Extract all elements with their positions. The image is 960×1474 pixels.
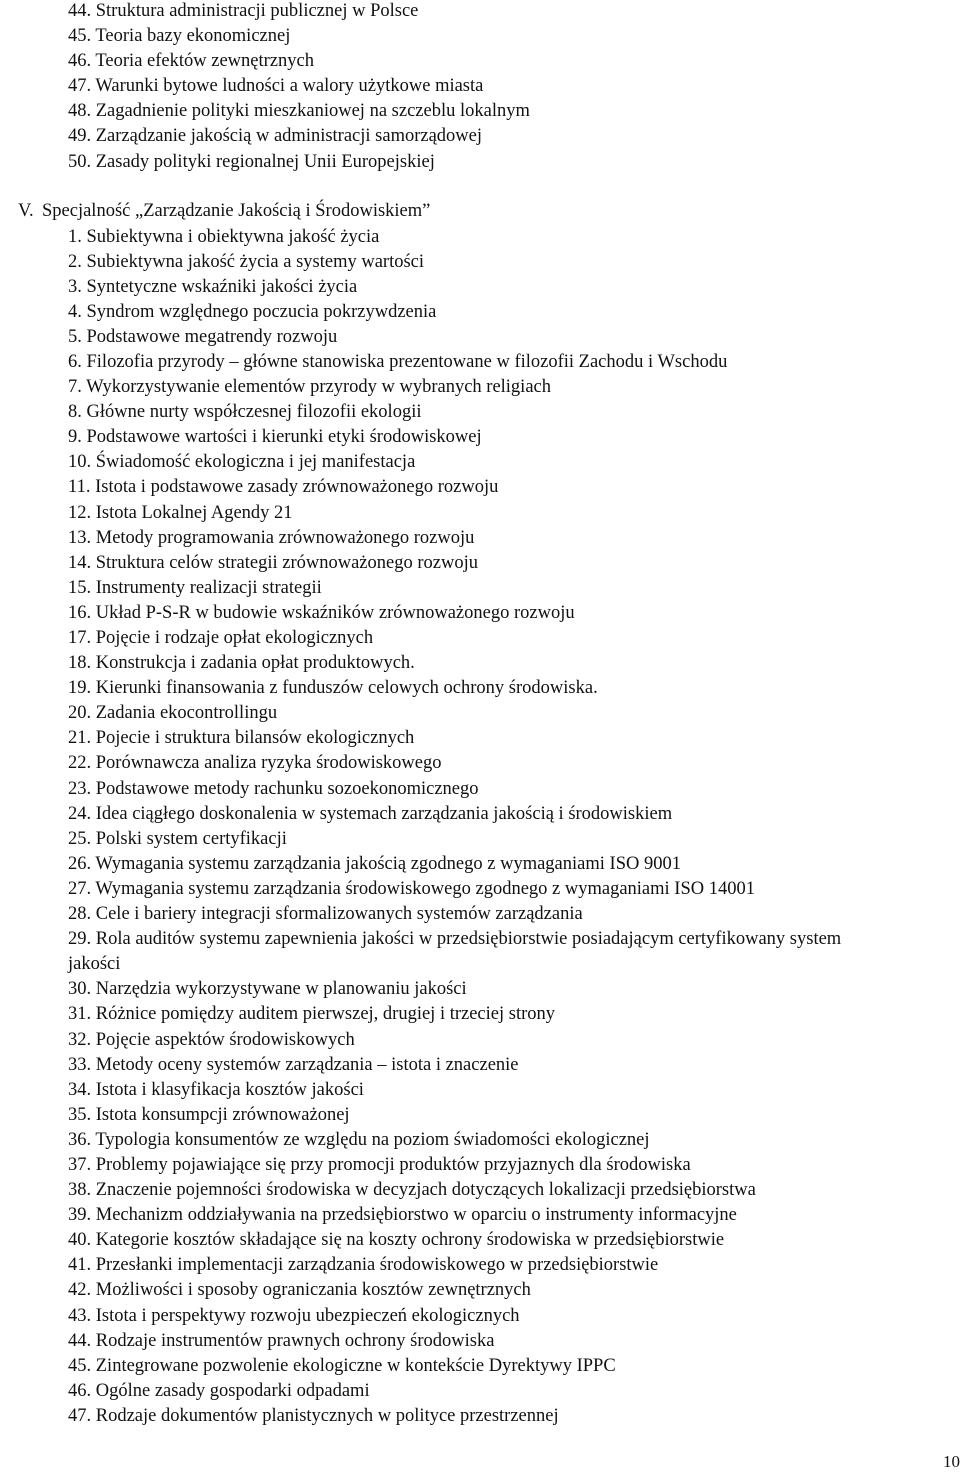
list-item-text: Zintegrowane pozwolenie ekologiczne w kontekście Dyrektywy IPPC bbox=[95, 1355, 616, 1376]
list-item-text: Polski system certyfikacji bbox=[95, 828, 287, 849]
list-item-text: Pojecie i struktura bilansów ekologicznych bbox=[95, 728, 415, 749]
list-item-number: 8. bbox=[68, 402, 82, 423]
list-item-text: Struktura celów strategii zrównoważonego rozwoju bbox=[95, 552, 478, 573]
list-item bbox=[68, 325, 958, 350]
list-item-number: 36. bbox=[68, 1129, 92, 1150]
list-item-text: Istota konsumpcji zrównoważonej bbox=[95, 1104, 350, 1125]
list-item-text: Zasady polityki regionalnej Unii Europejskiej bbox=[95, 151, 435, 172]
list-item-text: Główne nurty współczesnej filozofii ekologii bbox=[86, 402, 422, 423]
list-item bbox=[68, 551, 958, 576]
list-item-text: Cele i bariery integracji sformalizowanych systemów zarządzania bbox=[95, 904, 583, 925]
top-numbered-list bbox=[68, 0, 530, 175]
list-item bbox=[68, 902, 958, 927]
list-item bbox=[68, 651, 958, 676]
list-item-number: 34. bbox=[68, 1079, 92, 1100]
list-item-text: Subiektywna i obiektywna jakość życia bbox=[86, 226, 380, 247]
list-item bbox=[68, 1354, 958, 1379]
section-roman-numeral: V. bbox=[18, 201, 34, 221]
list-item-number: 20. bbox=[68, 703, 92, 724]
list-item-text: Świadomość ekologiczna i jej manifestacja bbox=[95, 452, 416, 473]
list-item bbox=[68, 726, 958, 751]
list-item bbox=[68, 1329, 958, 1354]
list-item-text-continuation: jakości bbox=[68, 954, 121, 975]
list-item bbox=[68, 526, 958, 551]
list-item bbox=[68, 450, 958, 475]
list-item-number: 29. bbox=[68, 929, 92, 950]
list-item-number: 5. bbox=[68, 326, 82, 347]
list-item-text: Możliwości i sposoby ograniczania kosztów zewnętrznych bbox=[95, 1280, 531, 1301]
list-item-number: 6. bbox=[68, 351, 82, 372]
list-item bbox=[68, 1153, 958, 1178]
list-item-number: 31. bbox=[68, 1004, 92, 1025]
list-item-number: 46. bbox=[68, 51, 92, 72]
list-item-text: Rola auditów systemu zapewnienia jakości w przedsiębiorstwie posiadającym certyfikowany system bbox=[95, 929, 842, 950]
list-item bbox=[68, 1278, 958, 1303]
section-title: Specjalność „Zarządzanie Jakością i Środowiskiem” bbox=[42, 201, 431, 221]
list-item-text: Kierunki finansowania z funduszów celowych ochrony środowiska. bbox=[95, 678, 598, 699]
list-item bbox=[68, 1304, 958, 1329]
list-item bbox=[68, 927, 958, 977]
list-item-number: 1. bbox=[68, 226, 82, 247]
list-item-number: 39. bbox=[68, 1205, 92, 1226]
list-item-number: 35. bbox=[68, 1104, 92, 1125]
list-item-number: 47. bbox=[68, 1405, 92, 1426]
list-item-text: Rodzaje dokumentów planistycznych w polityce przestrzennej bbox=[95, 1405, 559, 1426]
list-item-number: 28. bbox=[68, 904, 92, 925]
list-item bbox=[68, 74, 530, 99]
list-item-text: Warunki bytowe ludności a walory użytkowe miasta bbox=[95, 76, 484, 97]
list-item-text: Wymagania systemu zarządzania środowiskowego zgodnego z wymaganiami ISO 14001 bbox=[95, 878, 755, 899]
list-item-text: Istota i klasyfikacja kosztów jakości bbox=[95, 1079, 364, 1100]
list-item-number: 49. bbox=[68, 126, 92, 147]
page-number: 10 bbox=[943, 1452, 960, 1471]
list-item-text: Subiektywna jakość życia a systemy wartości bbox=[86, 251, 425, 272]
list-item-number: 2. bbox=[68, 251, 82, 272]
list-item bbox=[68, 827, 958, 852]
list-item bbox=[68, 300, 958, 325]
list-item-number: 44. bbox=[68, 1, 92, 21]
list-item bbox=[68, 877, 958, 902]
list-item-number: 45. bbox=[68, 1355, 92, 1376]
list-item-text: Idea ciągłego doskonalenia w systemach zarządzania jakością i środowiskiem bbox=[95, 803, 673, 824]
list-item-text: Pojęcie i rodzaje opłat ekologicznych bbox=[95, 628, 374, 648]
list-item-text: Istota i podstawowe zasady zrównoważonego rozwoju bbox=[95, 477, 499, 498]
list-item-text: Podstawowe wartości i kierunki etyki środowiskowej bbox=[86, 427, 482, 448]
list-item-text: Syntetyczne wskaźniki jakości życia bbox=[86, 276, 358, 297]
section-heading bbox=[18, 199, 430, 224]
list-item bbox=[68, 626, 958, 651]
list-item-number: 47. bbox=[68, 76, 92, 97]
list-item bbox=[68, 777, 958, 802]
list-item-number: 50. bbox=[68, 151, 92, 172]
list-item bbox=[68, 576, 958, 601]
list-item-text: Narzędzia wykorzystywane w planowaniu jakości bbox=[95, 979, 467, 1000]
list-item-number: 13. bbox=[68, 527, 92, 548]
list-item-text: Zadania ekocontrollingu bbox=[95, 703, 278, 724]
list-item-text: Istota i perspektywy rozwoju ubezpieczeń ekologicznych bbox=[95, 1305, 520, 1326]
list-item-number: 37. bbox=[68, 1154, 92, 1175]
list-item-number: 32. bbox=[68, 1029, 92, 1050]
list-item-text: Porównawcza analiza ryzyka środowiskowego bbox=[95, 753, 442, 774]
list-item-number: 30. bbox=[68, 979, 92, 1000]
list-item bbox=[68, 977, 958, 1002]
list-item bbox=[68, 425, 958, 450]
list-item-text: Instrumenty realizacji strategii bbox=[95, 577, 322, 598]
list-item-number: 27. bbox=[68, 878, 92, 899]
list-item-text: Teoria bazy ekonomicznej bbox=[95, 26, 291, 47]
list-item bbox=[68, 1002, 958, 1027]
list-item bbox=[68, 400, 958, 425]
list-item bbox=[68, 676, 958, 701]
list-item bbox=[68, 49, 530, 74]
list-item-number: 46. bbox=[68, 1380, 92, 1401]
list-item-number: 7. bbox=[68, 377, 82, 398]
list-item bbox=[68, 1404, 958, 1429]
list-item-number: 40. bbox=[68, 1230, 92, 1251]
list-item-text: Struktura administracji publicznej w Polsce bbox=[95, 1, 419, 21]
list-item-number: 48. bbox=[68, 101, 92, 122]
list-item-number: 14. bbox=[68, 552, 92, 573]
list-item bbox=[68, 1178, 958, 1203]
list-item bbox=[68, 250, 958, 275]
list-item bbox=[68, 751, 958, 776]
list-item-text: Metody programowania zrównoważonego rozwoju bbox=[95, 527, 475, 548]
list-item bbox=[68, 1053, 958, 1078]
list-item-number: 16. bbox=[68, 602, 92, 623]
list-item-number: 17. bbox=[68, 628, 92, 648]
list-item-number: 45. bbox=[68, 26, 92, 47]
list-item bbox=[68, 601, 958, 626]
list-item-text: Pojęcie aspektów środowiskowych bbox=[95, 1029, 355, 1050]
list-item-text: Podstawowe megatrendy rozwoju bbox=[86, 326, 338, 347]
list-item-text: Teoria efektów zewnętrznych bbox=[95, 51, 314, 72]
list-item-text: Różnice pomiędzy auditem pierwszej, drugiej i trzeciej strony bbox=[95, 1004, 556, 1025]
list-item bbox=[68, 802, 958, 827]
list-item-text: Wymagania systemu zarządzania jakością zgodnego z wymaganiami ISO 9001 bbox=[95, 853, 681, 874]
list-item-number: 38. bbox=[68, 1180, 92, 1201]
list-item bbox=[68, 1228, 958, 1253]
list-item bbox=[68, 150, 530, 175]
list-item bbox=[68, 350, 958, 375]
list-item bbox=[68, 1203, 958, 1228]
list-item-text: Zagadnienie polityki mieszkaniowej na szczeblu lokalnym bbox=[95, 101, 530, 122]
list-item-text: Metody oceny systemów zarządzania – istota i znaczenie bbox=[95, 1054, 519, 1075]
list-item-number: 18. bbox=[68, 653, 92, 674]
list-item-text: Kategorie kosztów składające się na koszty ochrony środowiska w przedsiębiorstwie bbox=[95, 1230, 725, 1251]
list-item bbox=[68, 1379, 958, 1404]
list-item-number: 9. bbox=[68, 427, 82, 448]
list-item-number: 43. bbox=[68, 1305, 92, 1326]
list-item bbox=[68, 501, 958, 526]
list-item bbox=[68, 701, 958, 726]
list-item bbox=[68, 99, 530, 124]
list-item bbox=[68, 375, 958, 400]
list-item bbox=[68, 225, 958, 250]
list-item-text: Problemy pojawiające się przy promocji produktów przyjaznych dla środowiska bbox=[95, 1154, 691, 1175]
list-item-number: 44. bbox=[68, 1330, 92, 1351]
list-item-text: Filozofia przyrody – główne stanowiska prezentowane w filozofii Zachodu i Wschodu bbox=[86, 351, 728, 372]
list-item bbox=[68, 124, 530, 149]
list-item-number: 10. bbox=[68, 452, 92, 473]
list-item bbox=[68, 852, 958, 877]
list-item-number: 4. bbox=[68, 301, 82, 322]
list-item-text: Rodzaje instrumentów prawnych ochrony środowiska bbox=[95, 1330, 495, 1351]
list-item-text: Wykorzystywanie elementów przyrody w wybranych religiach bbox=[86, 377, 551, 398]
list-item-number: 19. bbox=[68, 678, 92, 699]
list-item-text: Ogólne zasady gospodarki odpadami bbox=[95, 1380, 370, 1401]
list-item-number: 33. bbox=[68, 1054, 92, 1075]
list-item-text: Typologia konsumentów ze względu na poziom świadomości ekologicznej bbox=[95, 1129, 650, 1150]
list-item-number: 42. bbox=[68, 1280, 92, 1301]
list-item bbox=[68, 24, 530, 49]
list-item bbox=[68, 1253, 958, 1278]
list-item-text: Podstawowe metody rachunku sozoekonomicznego bbox=[95, 778, 479, 799]
list-item-number: 24. bbox=[68, 803, 92, 824]
main-numbered-list bbox=[68, 225, 958, 1430]
list-item bbox=[68, 0, 530, 24]
list-item-text: Syndrom względnego poczucia pokrzywdzenia bbox=[86, 301, 437, 322]
list-item-text: Przesłanki implementacji zarządzania środowiskowego w przedsiębiorstwie bbox=[95, 1255, 659, 1276]
list-item-number: 25. bbox=[68, 828, 92, 849]
list-item bbox=[68, 1028, 958, 1053]
list-item-text: Znaczenie pojemności środowiska w decyzjach dotyczących lokalizacji przedsiębiorstwa bbox=[95, 1180, 756, 1201]
list-item-text: Konstrukcja i zadania opłat produktowych. bbox=[95, 653, 415, 674]
list-item-number: 23. bbox=[68, 778, 92, 799]
list-item bbox=[68, 1103, 958, 1128]
list-item bbox=[68, 1128, 958, 1153]
list-item-number: 41. bbox=[68, 1255, 92, 1276]
list-item-text: Istota Lokalnej Agendy 21 bbox=[95, 502, 293, 523]
list-item bbox=[68, 475, 958, 500]
list-item bbox=[68, 275, 958, 300]
list-item-number: 3. bbox=[68, 276, 82, 297]
list-item-text: Mechanizm oddziaływania na przedsiębiorstwo w oparciu o instrumenty informacyjne bbox=[95, 1205, 737, 1226]
list-item-number: 11. bbox=[68, 477, 91, 498]
list-item-number: 21. bbox=[68, 728, 92, 749]
list-item bbox=[68, 1078, 958, 1103]
list-item-text: Układ P-S-R w budowie wskaźników zrównoważonego rozwoju bbox=[95, 602, 575, 623]
list-item-number: 12. bbox=[68, 502, 92, 523]
list-item-text: Zarządzanie jakością w administracji samorządowej bbox=[95, 126, 483, 147]
list-item-number: 15. bbox=[68, 577, 92, 598]
list-item-number: 22. bbox=[68, 753, 92, 774]
list-item-number: 26. bbox=[68, 853, 92, 874]
